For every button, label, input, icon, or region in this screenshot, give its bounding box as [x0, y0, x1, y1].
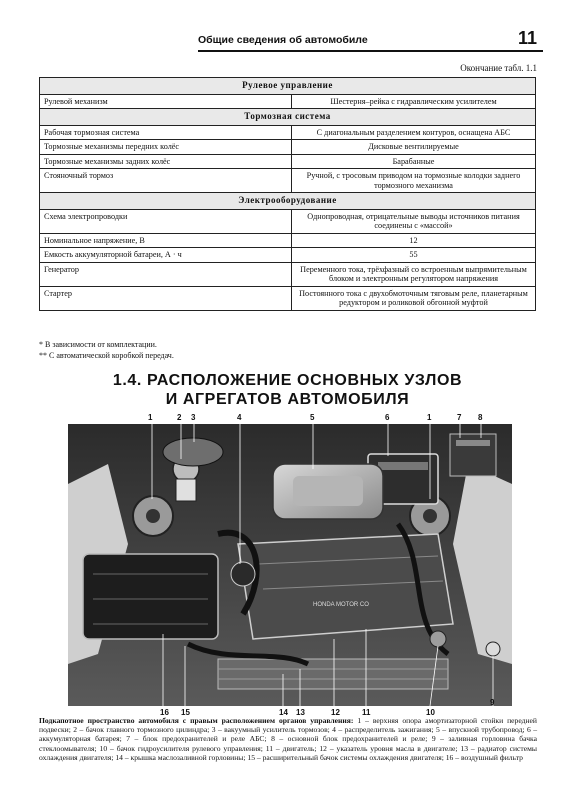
table-row	[40, 248, 536, 263]
engine-bay-illustration	[68, 424, 512, 706]
row-value: Постоянного тока с двухобмоточным тяговым реле, планетарным редуктором и роликовой обгонной муфтой	[292, 286, 536, 310]
table-row	[40, 154, 536, 169]
engine-badge: HONDA MOTOR CO	[313, 602, 369, 608]
callout-16: 16	[160, 708, 169, 717]
section-electrical: Электрооборудование	[40, 193, 536, 210]
callout-2: 2	[177, 413, 182, 422]
engine-bay-photo	[68, 424, 512, 706]
section-heading-line-2: И АГРЕГАТОВ АВТОМОБИЛЯ	[165, 391, 410, 408]
section-brakes: Тормозная система	[40, 109, 536, 126]
row-key: Стояночный тормоз	[40, 169, 292, 193]
callout-15: 15	[181, 708, 190, 717]
caption-body: 1 – верхняя опора амортизаторной стойки передней подвески; 2 – бачок главного тормозного цилиндра; 3 – вакуумный усилитель тормозов; 4 – распределитель зажигания; 5 – впускной трубопровод; 6 – аккумуляторная батарея; 7 – блок предохранителей и реле АБС; 8 – основной блок предохранителей и реле; 9 – заливная горловина бачка стеклоомывателя; 10 – бачок гидроусилителя рулевого управления; 11 – двигатель; 12 – указатель уровня масла в двигателе; 13 – радиатор системы охлаждения двигателя; 14 – крышка маслозаливной горловины; 15 – расширительный бачок системы охлаждения двигателя; 16 – воздушный фильтр	[39, 716, 537, 762]
table-row	[40, 140, 536, 155]
callout-1b: 1	[427, 413, 432, 422]
section-heading-line-1: 1.4. РАСПОЛОЖЕНИЕ ОСНОВНЫХ УЗЛОВ	[112, 372, 463, 389]
callout-6: 6	[385, 413, 390, 422]
row-value: Барабанные	[292, 154, 536, 169]
callout-10: 10	[426, 708, 435, 717]
table-row	[40, 286, 536, 310]
row-key: Рулевой механизм	[40, 94, 292, 109]
figure-caption	[39, 716, 537, 762]
callout-14: 14	[279, 708, 288, 717]
row-value: Шестерня–рейка с гидравлическим усилителем	[292, 94, 536, 109]
running-title: Общие сведения об автомобиле	[198, 34, 368, 46]
header-rule	[198, 50, 543, 52]
page-header	[38, 30, 543, 48]
callout-4: 4	[237, 413, 242, 422]
row-key: Тормозные механизмы задних колёс	[40, 154, 292, 169]
table-row	[40, 169, 536, 193]
table-row	[40, 209, 536, 233]
table-row	[40, 233, 536, 248]
callout-7: 7	[457, 413, 462, 422]
row-key: Тормозные механизмы передних колёс	[40, 140, 292, 155]
row-key: Схема электропроводки	[40, 209, 292, 233]
callout-3: 3	[191, 413, 196, 422]
callout-8: 8	[478, 413, 483, 422]
table-row	[40, 94, 536, 109]
callout-12: 12	[331, 708, 340, 717]
callout-9: 9	[490, 698, 495, 707]
table-caption: Окончание табл. 1.1	[460, 63, 537, 73]
footnote-1: * В зависимости от комплектации.	[39, 340, 157, 349]
section-steering: Рулевое управление	[40, 78, 536, 95]
callout-5: 5	[310, 413, 315, 422]
row-value: 55	[292, 248, 536, 263]
row-value: 12	[292, 233, 536, 248]
table-row	[40, 262, 536, 286]
row-key: Генератор	[40, 262, 292, 286]
footnote-2: ** С автоматической коробкой передач.	[39, 351, 174, 360]
row-value: Дисковые вентилируемые	[292, 140, 536, 155]
callout-11: 11	[362, 708, 371, 717]
row-value: Переменного тока, трёхфазный со встроенным выпрямительным блоком и электронным регулятором напряжения	[292, 262, 536, 286]
row-value: Однопроводная, отрицательные выводы источников питания соединены с «массой»	[292, 209, 536, 233]
callout-13: 13	[296, 708, 305, 717]
page-number: 11	[517, 28, 537, 48]
row-value: Ручной, с тросовым приводом на тормозные колодки заднего тормозного механизма	[292, 169, 536, 193]
table-row	[40, 125, 536, 140]
callout-1: 1	[148, 413, 153, 422]
spec-table	[39, 77, 536, 311]
row-value: С диагональным разделением контуров, оснащена АБС	[292, 125, 536, 140]
row-key: Рабочая тормозная система	[40, 125, 292, 140]
row-key: Емкость аккумуляторной батареи, А · ч	[40, 248, 292, 263]
row-key: Номинальное напряжение, В	[40, 233, 292, 248]
caption-lead: Подкапотное пространство автомобиля с правым расположением органов управления:	[39, 716, 354, 725]
row-key: Стартер	[40, 286, 292, 310]
